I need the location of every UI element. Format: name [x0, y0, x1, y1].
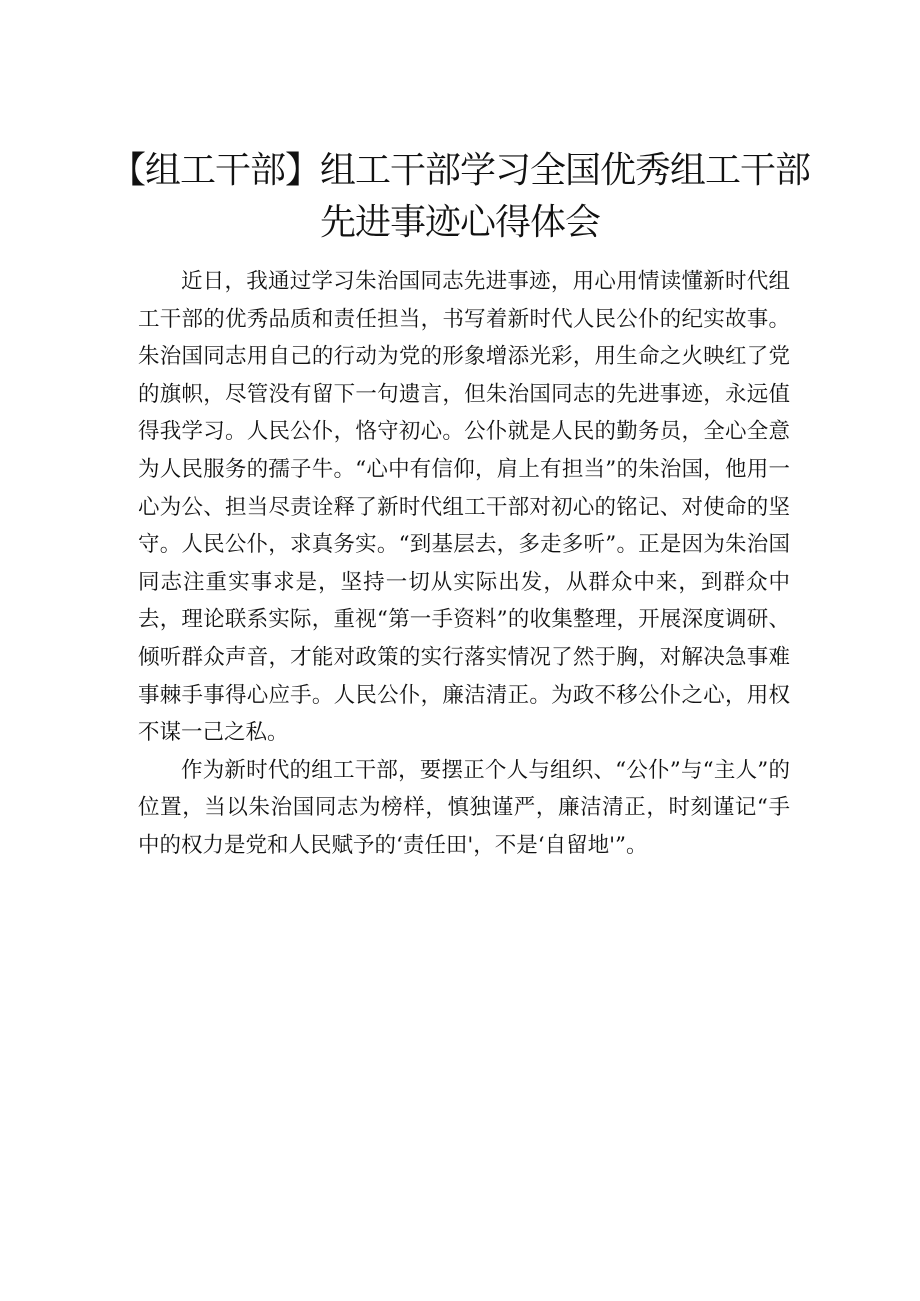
title-line-2: 先进事迹心得体会	[319, 202, 600, 243]
document-title	[100, 145, 820, 249]
paragraph-1: 近日，我通过学习朱治国同志先进事迹，用心用情读懂新时代组工干部的优秀品质和责任担当，书写着新时代人民公仆的纪实故事。朱治国同志用自己的行动为党的形象增添光彩，用生命之火映红了党的旗帜，尽管没有留下一句遗言，但朱治国同志的先进事迹，永远值得我学习。人民公仆，恪守初心。公仆就是人民的勤务员，全心全意为人民服务的孺子牛。“心中有信仰，肩上有担当”的朱治国，他用一心为公、担当尽责诠释了新时代组工干部对初心的铭记、对使命的坚守。人民公仆，求真务实。“到基层去，多走多听”。正是因为朱治国同志注重实事求是，坚持一切从实际出发，从群众中来，到群众中去，理论联系实际，重视“第一手资料”的收集整理，开展深度调研、倾听群众声音，才能对政策的实行落实情况了然于胸，对解决急事难事棘手事得心应手。人民公仆，廉洁清正。为政不移公仆之心，用权不谋一己之私。	[138, 269, 790, 746]
paragraph-2: 作为新时代的组工干部，要摆正个人与组织、“公仆”与“主人”的位置，当以朱治国同志为榜样，慎独谨严，廉洁清正，时刻谨记“手中的权力是党和人民赋予的‘责任田'，不是‘自留地'”。	[138, 757, 790, 858]
document-body	[138, 263, 790, 865]
title-line-1: 【组工干部】组工干部学习全国优秀组工干部	[109, 150, 810, 191]
